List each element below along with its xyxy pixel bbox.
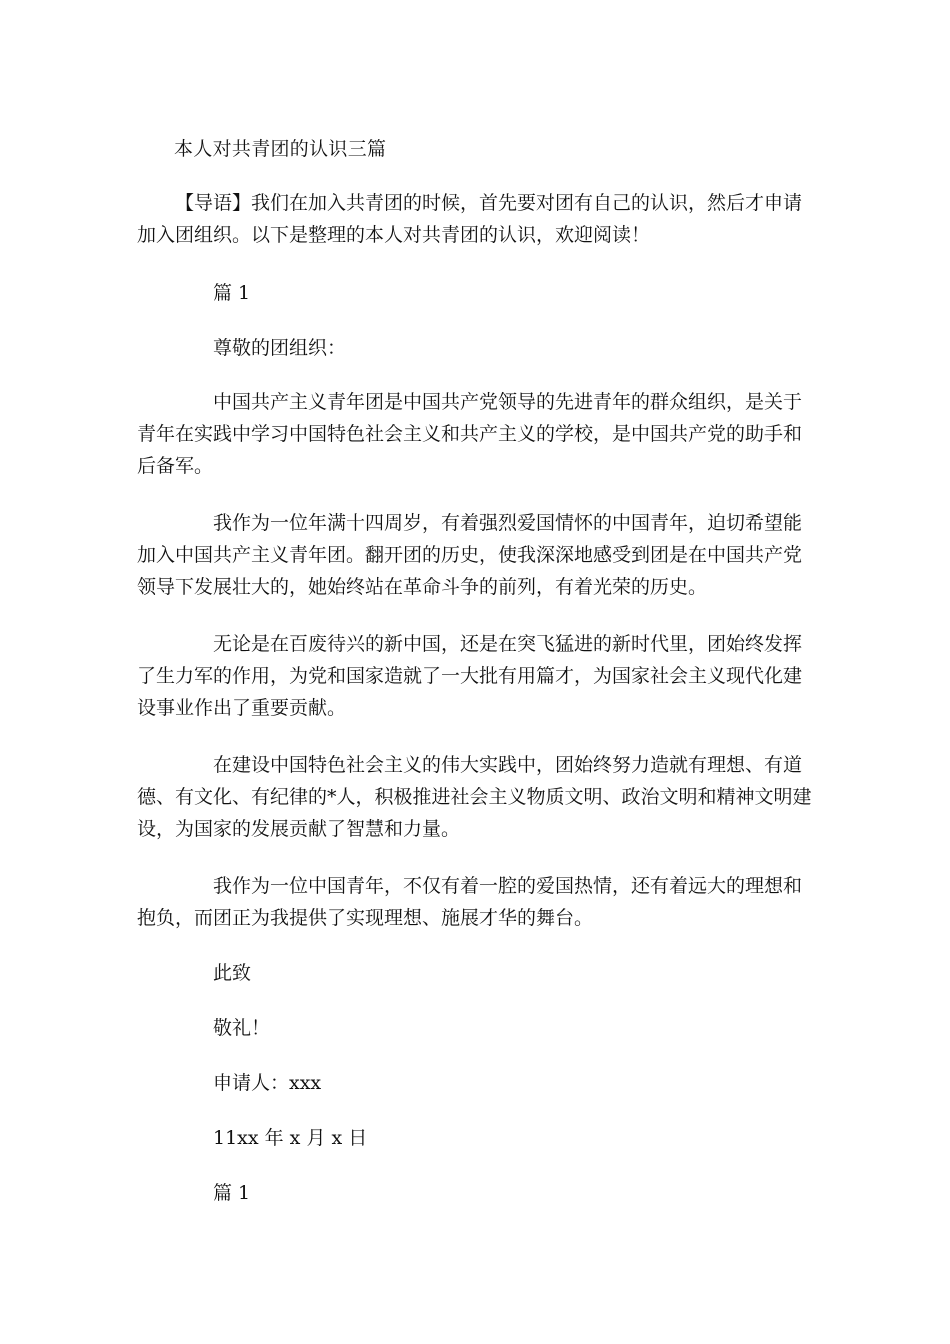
intro-paragraph: 【导语】我们在加入共青团的时候，首先要对团有自己的认识，然后才申请加入团组织。以下是整理的本人对共青团的认识，欢迎阅读！ bbox=[137, 192, 803, 246]
document-title: 本人对共青团的认识三篇 bbox=[174, 138, 387, 160]
applicant-signature: 申请人：xxx bbox=[213, 1072, 322, 1094]
salutation: 尊敬的团组织： bbox=[213, 337, 347, 359]
date-line: 11xx 年 x 月 x 日 bbox=[213, 1127, 368, 1149]
body-paragraph: 我作为一位年满十四周岁，有着强烈爱国情怀的中国青年，迫切希望能加入中国共产主义青年团。翻开团的历史，使我深深地感受到团是在中国共产党领导下发展壮大的，她始终站在革命斗争的前列，有着光荣的历史。 bbox=[137, 512, 803, 598]
body-paragraph: 在建设中国特色社会主义的伟大实践中，团始终努力造就有理想、有道德、有文化、有纪律的*人，积极推进社会主义物质文明、政治文明和精神文明建设，为国家的发展贡献了智慧和力量。 bbox=[137, 754, 812, 840]
section-heading: 篇 1 bbox=[213, 1182, 251, 1204]
section-heading: 篇 1 bbox=[213, 282, 251, 304]
body-paragraph: 中国共产主义青年团是中国共产党领导的先进青年的群众组织，是关于青年在实践中学习中国特色社会主义和共产主义的学校，是中国共产党的助手和后备军。 bbox=[137, 391, 803, 477]
closing-greeting: 敬礼！ bbox=[213, 1017, 271, 1039]
body-paragraph: 我作为一位中国青年，不仅有着一腔的爱国热情，还有着远大的理想和抱负，而团正为我提供了实现理想、施展才华的舞台。 bbox=[137, 875, 803, 929]
closing-line: 此致 bbox=[213, 962, 252, 984]
body-paragraph: 无论是在百废待兴的新中国，还是在突飞猛进的新时代里，团始终发挥了生力军的作用，为党和国家造就了一大批有用篇才，为国家社会主义现代化建设事业作出了重要贡献。 bbox=[137, 633, 803, 719]
